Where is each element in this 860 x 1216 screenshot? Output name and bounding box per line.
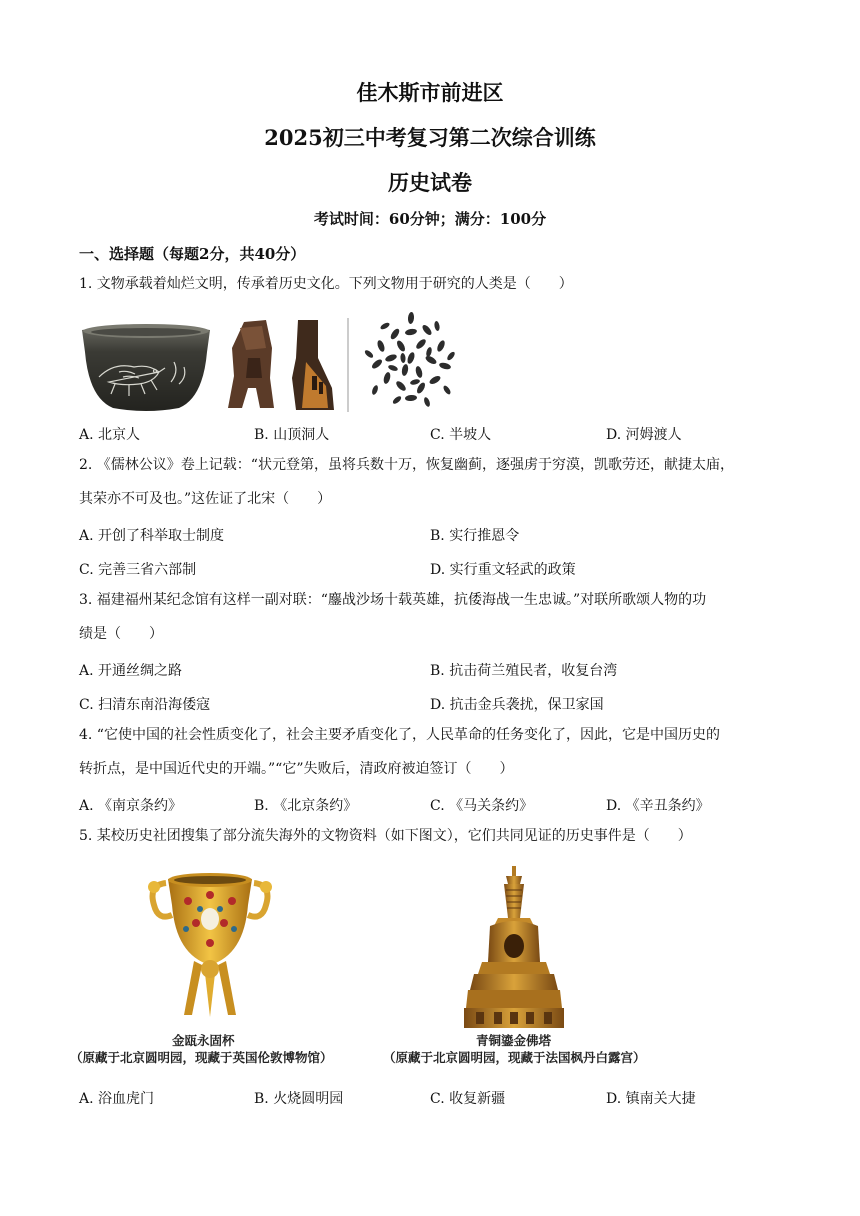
option-b: B. 实行推恩令 [430,528,520,544]
option-b: B. 火烧圆明园 [254,1091,344,1107]
section-heading: 一、选择题（每题2分，共40分） [79,245,306,263]
question-text: 3. 福建福州某纪念馆有这样一副对联：“鏖战沙场十载英雄，抗倭海战一生忠诚。”对联所歌颂人物的功 [79,592,707,608]
caption-cup-name: 金瓯永固杯 [172,1033,235,1048]
caption-cup-source: （原藏于北京圆明园，现藏于英国伦敦博物馆） [70,1050,333,1065]
exam-meta: 考试时间：60分钟；满分：100分 [313,210,547,228]
question-text: 5. 某校历史社团搜集了部分流失海外的文物资料（如下图文），它们共同见证的历史事件是（ ） [79,828,692,844]
option-d: D. 《辛丑条约》 [606,798,710,814]
question-1 [79,268,779,302]
option-d: D. 抗击金兵袭扰，保卫家国 [430,697,604,713]
question-text: 绩是（ ） [79,625,163,642]
option-a: A. 开创了科举取士制度 [79,528,225,544]
question-text: 2. 《儒林公议》卷上记载：“状元登第，虽将兵数十万，恢复幽蓟，逐强虏于穷漠，凯歌劳还，献捷太庙， [79,457,734,473]
option-a: A. 浴血虎门 [79,1091,155,1107]
artifact-image-rice-grains [357,306,465,410]
artifact-image-bone-tools [222,318,350,412]
option-c: C. 《马关条约》 [430,798,534,814]
question-text: 1. 文物承载着灿烂文明，传承着历史文化。下列文物用于研究的人类是（ ） [79,276,573,292]
school-title: 佳木斯市前进区 [356,80,504,105]
option-b: B. 《北京条约》 [254,798,358,814]
caption-pagoda-name: 青铜鎏金佛塔 [476,1033,552,1048]
option-a: A. 北京人 [79,427,141,443]
option-a: A. 《南京条约》 [79,798,183,814]
question-2 [79,449,799,516]
question-4 [79,719,799,786]
option-c: C. 半坡人 [430,427,492,443]
option-b: B. 山顶洞人 [254,427,330,443]
option-a: A. 开通丝绸之路 [79,663,183,679]
question-text: 转折点，是中国近代史的开端。”“它”失败后，清政府被迫签订（ ） [79,760,514,777]
option-b: B. 抗击荷兰殖民者，收复台湾 [430,663,618,679]
option-d: D. 实行重文轻武的政策 [430,562,576,578]
exam-title: 2025初三中考复习第二次综合训练 [264,125,596,150]
option-d: D. 镇南关大捷 [606,1091,696,1107]
artifact-image-pottery-bowl [79,322,213,412]
option-c: C. 扫清东南沿海倭寇 [79,697,211,713]
caption-pagoda-source: （原藏于北京圆明园，现藏于法国枫丹白露宫） [383,1050,646,1065]
option-c: C. 完善三省六部制 [79,562,197,578]
question-text: 其荣亦不可及也。”这佐证了北宋（ ） [79,490,332,507]
question-3 [79,584,799,651]
option-c: C. 收复新疆 [430,1091,506,1107]
artifact-image-golden-cup [140,865,280,1030]
artifact-image-bronze-pagoda [460,862,568,1032]
question-5 [79,820,799,854]
option-d: D. 河姆渡人 [606,427,682,443]
question-text: 4. “它使中国的社会性质变化了，社会主要矛盾变化了，人民革命的任务变化了，因此，它是中国历史的 [79,727,720,743]
subject-title: 历史试卷 [388,170,472,195]
